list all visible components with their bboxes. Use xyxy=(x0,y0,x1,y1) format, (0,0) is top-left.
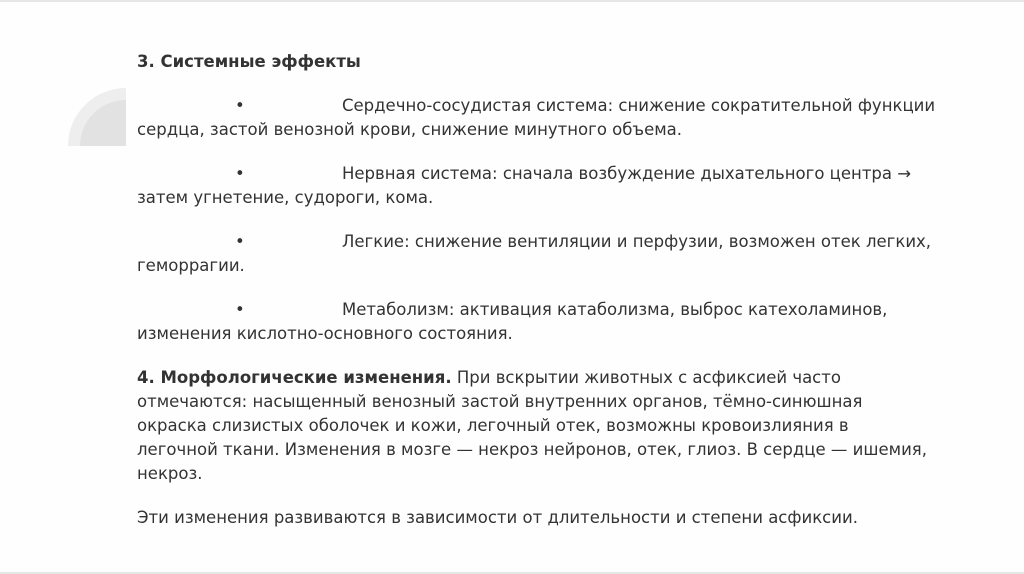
section4-paragraph xyxy=(137,366,937,486)
bullet-text-first-line: Сердечно-сосудистая система: снижение сократительной функции xyxy=(342,96,936,115)
bullet-item-nervous xyxy=(137,162,937,210)
bullet-text-first-line: Метаболизм: активация катаболизма, выброс катехоламинов, xyxy=(342,300,888,319)
section3-heading: 3. Системные эффекты xyxy=(137,52,361,71)
bullet-text-first-line: Легкие: снижение вентиляции и перфузии, возможен отек легких, xyxy=(342,232,932,251)
bullet-text-first-line: Нервная система: сначала возбуждение дыхательного центра → xyxy=(342,164,912,183)
bullet-text-continuation: сердца, застой венозной крови, снижение минутного объема. xyxy=(137,120,683,139)
bullet-item-lungs xyxy=(137,230,937,278)
bullet-dot: • xyxy=(235,300,245,319)
closing-paragraph: Эти изменения развиваются в зависимости от длительности и степени асфиксии. xyxy=(137,508,858,527)
paragraph-line: отмечаются: насыщенный венозный застой внутренних органов, тёмно-синюшная xyxy=(137,392,863,411)
bullet-text-continuation: затем угнетение, судороги, кома. xyxy=(137,188,434,207)
paragraph-text: При вскрытии животных с асфиксией часто xyxy=(451,368,841,387)
bullet-text-continuation: изменения кислотно-основного состояния. xyxy=(137,324,513,343)
bullet-item-metabolism xyxy=(137,298,937,346)
slide-content xyxy=(137,50,937,530)
bullet-item-cardiovascular xyxy=(137,94,937,142)
bullet-dot: • xyxy=(235,164,245,183)
bullet-dot: • xyxy=(235,232,245,251)
section4-heading: 4. Морфологические изменения. xyxy=(137,368,452,387)
paragraph-line: некроз. xyxy=(137,464,203,483)
paragraph-line: легочной ткани. Изменения в мозге — некроз нейронов, отек, глиоз. В сердце — ишемия, xyxy=(137,440,927,459)
slide-top-border xyxy=(0,0,1024,2)
paragraph-line: окраска слизистых оболочек и кожи, легочный отек, возможны кровоизлияния в xyxy=(137,416,849,435)
quarter-circle-decoration-icon xyxy=(68,88,126,146)
bullet-dot: • xyxy=(235,96,245,115)
paragraph-line xyxy=(137,366,937,390)
bullet-text-continuation: геморрагии. xyxy=(137,256,245,275)
